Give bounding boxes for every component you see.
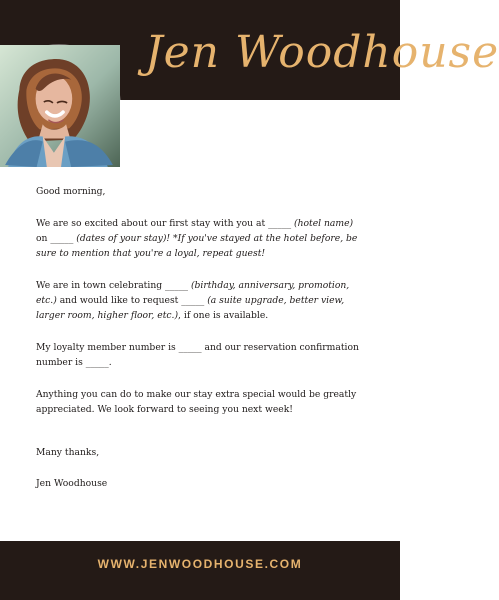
avatar	[0, 45, 120, 167]
paragraph-celebration-text-3: , if one is available.	[178, 310, 269, 321]
paragraph-celebration	[36, 278, 366, 323]
paragraph-hotel-stay-text-2: on _____	[36, 233, 77, 244]
paragraph-hotel-stay	[36, 216, 366, 261]
paragraph-appreciation: Anything you can do to make our stay extra special would be greatly appreciated. We look forward to seeing you next week!	[36, 389, 357, 415]
stay-dates-placeholder: (dates of your stay)! *If you've stayed at the hotel before, be sure to mention that you're a loyal, repeat guest!	[36, 233, 358, 259]
greeting: Good morning,	[36, 186, 106, 197]
website-link[interactable]: WWW.JENWOODHOUSE.COM	[97, 557, 303, 571]
upgrade-placeholder: (a suite upgrade, better view, larger room, higher floor, etc.)	[36, 295, 345, 321]
paragraph-celebration-text-1: We are in town celebrating _____	[36, 280, 191, 291]
hotel-name-placeholder: (hotel name)	[293, 218, 354, 229]
header-name: Jen Woodhouse	[145, 27, 499, 78]
signature: Jen Woodhouse	[36, 478, 108, 489]
closing: Many thanks,	[36, 447, 100, 458]
paragraph-loyalty-number: My loyalty member number is _____ and our reservation confirmation number is _____.	[36, 342, 359, 368]
paragraph-celebration-text-2: and would like to request _____	[56, 295, 208, 306]
footer-band	[0, 541, 400, 600]
avatar-photo	[0, 45, 120, 167]
letter-body	[36, 184, 366, 508]
celebration-placeholder: (birthday, anniversary, promotion, etc.)	[36, 280, 350, 306]
paragraph-hotel-stay-text-1: We are so excited about our first stay with you at _____	[36, 218, 294, 229]
